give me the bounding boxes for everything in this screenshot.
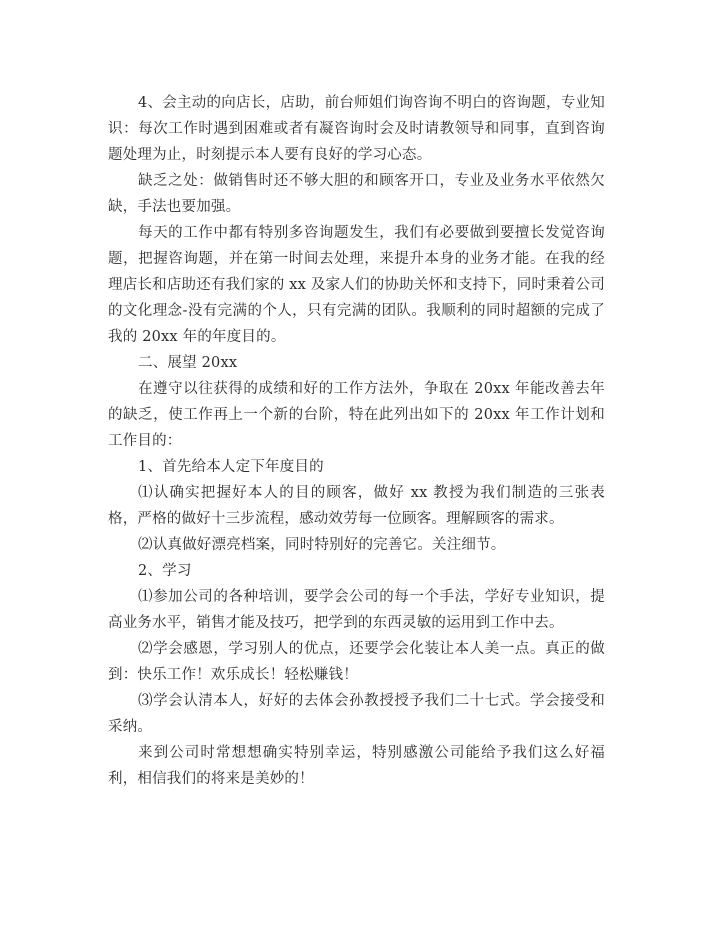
list-item-study-1: ⑴参加公司的各种培训，要学会公司的每一个手法，学好专业知识，提高业务水平，销售才能及技巧，把学到的东西灵敏的运用到工作中去。 [108,589,605,631]
paragraph-shortcomings: 缺乏之处：做销售时还不够大胆的和顾客开口，专业及业务水平依然欠缺，手法也要加强。 [108,173,605,215]
paragraph-daily-work: 每天的工作中都有特别多咨询题发生，我们有必要做到要擅长发觉咨询题，把握咨询题，并在第一时间去处理，来提升本身的业务才能。在我的经理店长和店助还有我们家的 xx 及家人们的协助关怀和支持下，同时秉着公司的文化理念-没有完满的个人，只有完满的团队。我顺利的同时超额的完成了我的 20xx 年的年度目的。 [108,225,605,345]
list-item-goal-2: ⑵认真做好漂亮档案，同时特别好的完善它。关注细节。 [138,537,506,553]
document-body [108,90,605,792]
paragraph-plan-intro: 在遵守以往获得的成绩和好的工作方法外，争取在 20xx 年能改善去年的缺乏，使工作再上一个新的台阶，特在此列出如下的 20xx 年工作计划和工作目的： [108,381,605,449]
list-item-study-2: ⑵学会感恩，学习别人的优点，还要学会化装让本人美一点。真正的做到：快乐工作！欢乐成长！轻松赚钱！ [108,641,605,683]
subheading-annual-goal: 1、首先给本人定下年度目的 [138,459,324,475]
paragraph-point-4: 4、会主动的向店长，店助，前台师姐们询咨询不明白的咨询题，专业知识：每次工作时遇到困难或者有凝咨询时会及时请教领导和同事，直到咨询题处理为止，时刻提示本人要有良好的学习心态。 [108,95,605,163]
subheading-study: 2、学习 [138,563,192,579]
list-item-study-3: ⑶学会认清本人，好好的去体会孙教授授予我们二十七式。学会接受和采纳。 [108,693,605,735]
list-item-goal-1: ⑴认确实把握好本人的目的顾客，做好 xx 教授为我们制造的三张表格，严格的做好十三步流程，感动效劳每一位顾客。理解顾客的需求。 [108,485,605,527]
paragraph-closing: 来到公司时常想想确实特别幸运，特别感激公司能给予我们这么好福利，相信我们的将来是美妙的！ [108,745,605,787]
section-heading-outlook: 二、展望 20xx [138,355,238,371]
